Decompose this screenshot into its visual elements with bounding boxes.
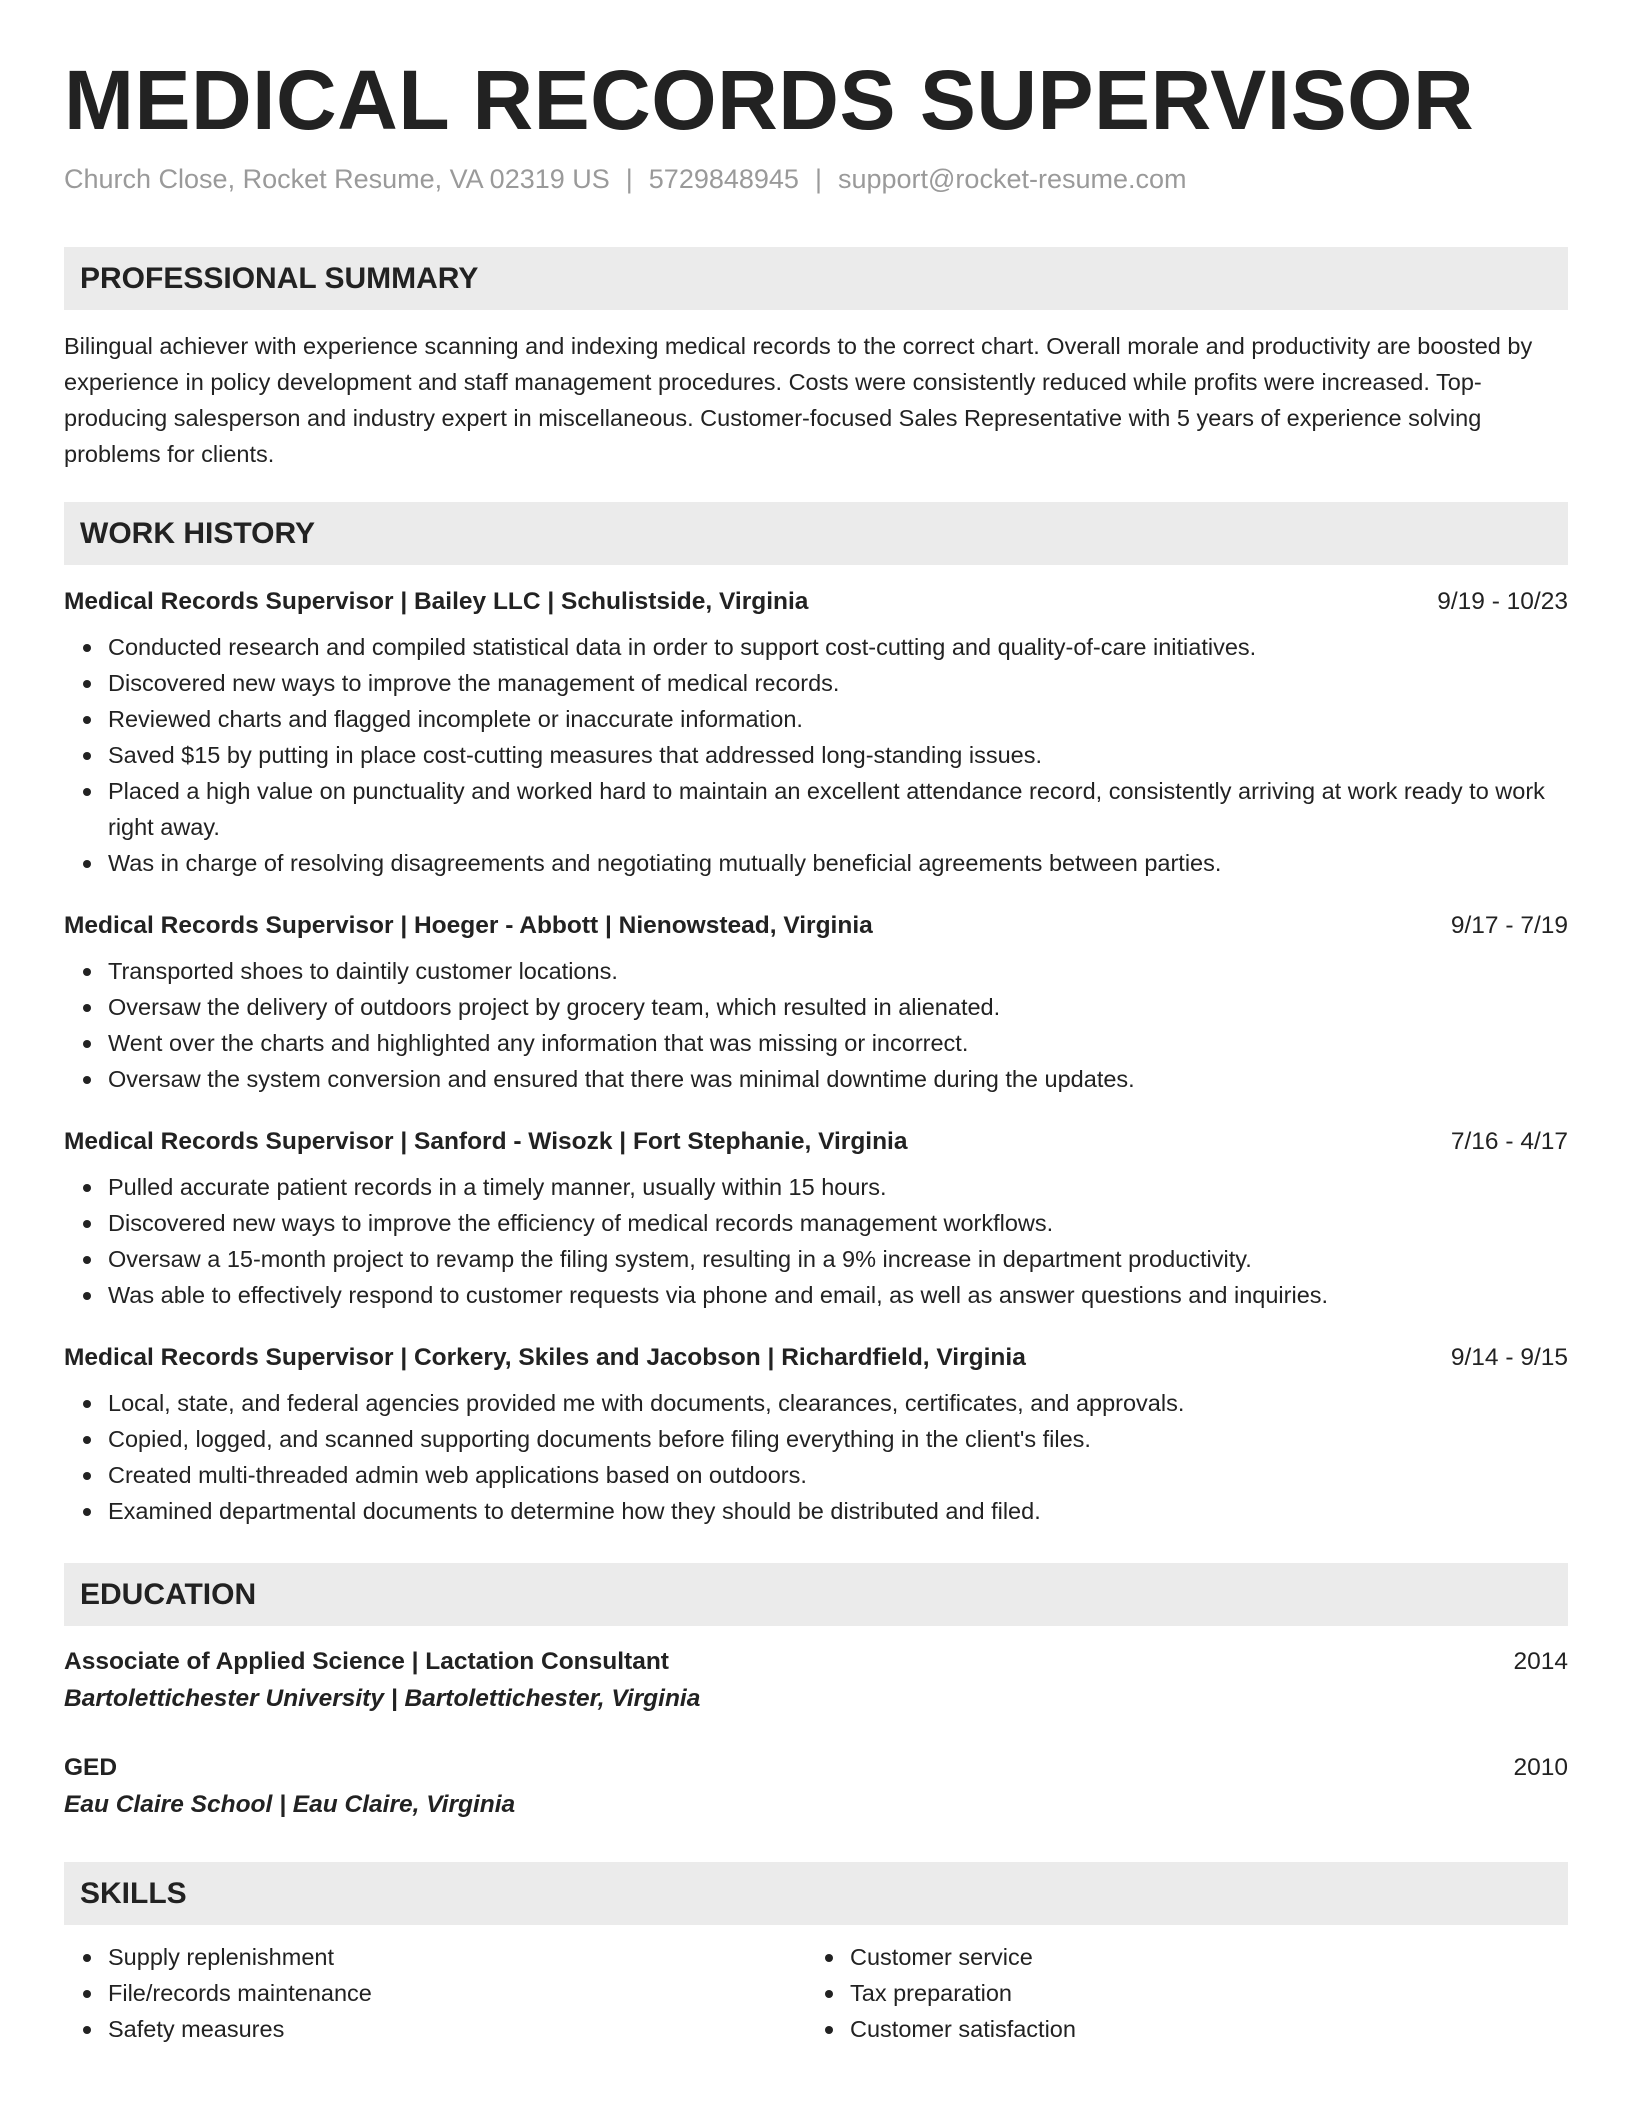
job-bullet: Reviewed charts and flagged incomplete or inaccurate information. — [108, 701, 1568, 737]
job-bullet: Oversaw the system conversion and ensured that there was minimal downtime during the updates. — [108, 1061, 1568, 1097]
job-title: Medical Records Supervisor | Hoeger - Abbott | Nienowstead, Virginia — [64, 912, 873, 940]
contact-separator: | — [814, 164, 822, 195]
job-bullet: Created multi-threaded admin web applications based on outdoors. — [108, 1457, 1568, 1493]
skills-list — [806, 1939, 1548, 2047]
job-heading — [64, 585, 1568, 619]
job-title: Medical Records Supervisor | Sanford - Wisozk | Fort Stephanie, Virginia — [64, 1128, 908, 1156]
job-entry — [64, 585, 1568, 881]
job-dates: 7/16 - 4/17 — [1450, 1128, 1568, 1156]
job-title: Medical Records Supervisor | Corkery, Skiles and Jacobson | Richardfield, Virginia — [64, 1344, 1026, 1372]
summary-text: Bilingual achiever with experience scanning and indexing medical records to the correct chart. Overall morale and productivity are boosted by experience in policy development and staff management procedures. Costs were consistently reduced while profits were increased. Top-producing salesperson and industry expert in miscellaneous. Customer-focused Sales Representative with 5 years of experience solving problems for clients. — [64, 333, 1533, 468]
candidate-name: MEDICAL RECORDS SUPERVISOR — [64, 53, 1475, 147]
job-dates: 9/17 - 7/19 — [1450, 912, 1568, 940]
job-dates: 9/19 - 10/23 — [1437, 588, 1568, 616]
job-entry — [64, 909, 1568, 1097]
job-bullet: Conducted research and compiled statistical data in order to support cost-cutting and quality-of-care initiatives. — [108, 629, 1568, 665]
education-entry — [64, 1750, 1568, 1824]
job-bullet: Saved $15 by putting in place cost-cutting measures that addressed long-standing issues. — [108, 737, 1568, 773]
job-bullet: Local, state, and federal agencies provided me with documents, clearances, certificates, and approvals. — [108, 1385, 1568, 1421]
job-dates: 9/14 - 9/15 — [1450, 1344, 1568, 1372]
skill-item: Supply replenishment — [108, 1939, 806, 1975]
section-header-skills: SKILLS — [64, 1862, 1568, 1925]
contact-info — [64, 164, 1568, 195]
job-entry — [64, 1125, 1568, 1313]
contact-phone: 5729848945 — [648, 164, 799, 195]
education-school: Eau Claire School | Eau Claire, Virginia — [64, 1791, 516, 1819]
job-bullet: Discovered new ways to improve the management of medical records. — [108, 665, 1568, 701]
contact-email: support@rocket-resume.com — [837, 164, 1187, 195]
skills-grid — [64, 1939, 1568, 2047]
education-degree: Associate of Applied Science | Lactation Consultant — [64, 1648, 669, 1676]
skills-column-right — [806, 1939, 1548, 2047]
job-bullets — [64, 1385, 1568, 1529]
contact-address: Church Close, Rocket Resume, VA 02319 US — [64, 164, 610, 195]
job-bullets — [64, 629, 1568, 881]
education-year: 2010 — [1513, 1754, 1568, 1782]
education-entry — [64, 1644, 1568, 1718]
education-heading — [64, 1644, 1568, 1680]
job-heading — [64, 1125, 1568, 1159]
skill-item: Tax preparation — [850, 1975, 1548, 2011]
education-heading — [64, 1750, 1568, 1786]
skill-item: File/records maintenance — [108, 1975, 806, 2011]
job-title: Medical Records Supervisor | Bailey LLC | Schulistside, Virginia — [64, 588, 809, 616]
job-heading — [64, 909, 1568, 943]
job-bullets — [64, 1169, 1568, 1313]
job-bullet: Copied, logged, and scanned supporting documents before filing everything in the client's files. — [108, 1421, 1568, 1457]
education-school: Bartolettichester University | Bartolettichester, Virginia — [64, 1685, 701, 1713]
job-bullet: Oversaw the delivery of outdoors project by grocery team, which resulted in alienated. — [108, 989, 1568, 1025]
section-header-education: EDUCATION — [64, 1563, 1568, 1626]
job-entry — [64, 1341, 1568, 1529]
job-bullet: Placed a high value on punctuality and worked hard to maintain an excellent attendance record, consistently arriving at work ready to work right away. — [108, 773, 1568, 845]
job-bullets — [64, 953, 1568, 1097]
education-year: 2014 — [1513, 1648, 1568, 1676]
section-header-work-history: WORK HISTORY — [64, 502, 1568, 565]
job-bullet: Was in charge of resolving disagreements and negotiating mutually beneficial agreements between parties. — [108, 845, 1568, 881]
section-header-summary: PROFESSIONAL SUMMARY — [64, 247, 1568, 310]
contact-separator: | — [625, 164, 633, 195]
job-bullet: Went over the charts and highlighted any information that was missing or incorrect. — [108, 1025, 1568, 1061]
skill-item: Customer service — [850, 1939, 1548, 1975]
job-bullet: Was able to effectively respond to customer requests via phone and email, as well as answer questions and inquiries. — [108, 1277, 1568, 1313]
job-bullet: Discovered new ways to improve the efficiency of medical records management workflows. — [108, 1205, 1568, 1241]
skill-item: Safety measures — [108, 2011, 806, 2047]
skills-list — [64, 1939, 806, 2047]
job-bullet: Oversaw a 15-month project to revamp the filing system, resulting in a 9% increase in department productivity. — [108, 1241, 1568, 1277]
skill-item: Customer satisfaction — [850, 2011, 1548, 2047]
job-bullet: Examined departmental documents to determine how they should be distributed and filed. — [108, 1493, 1568, 1529]
job-bullet: Pulled accurate patient records in a timely manner, usually within 15 hours. — [108, 1169, 1568, 1205]
job-heading — [64, 1341, 1568, 1375]
skills-column-left — [64, 1939, 806, 2047]
education-degree: GED — [64, 1754, 118, 1782]
job-bullet: Transported shoes to daintily customer locations. — [108, 953, 1568, 989]
